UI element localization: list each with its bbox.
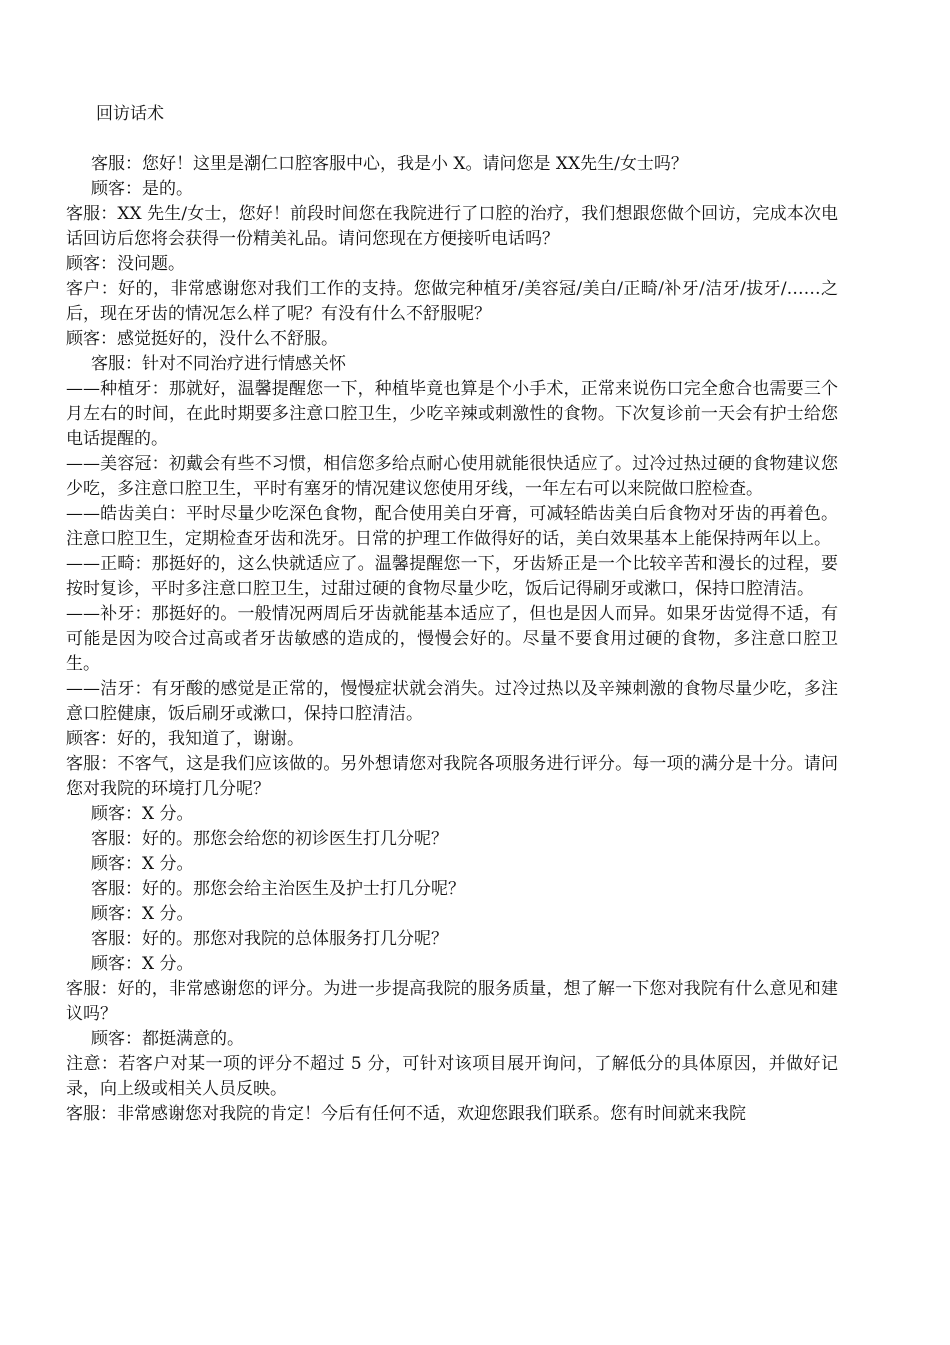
document-title: 回访话术 — [96, 104, 164, 124]
dialogue-paragraph: ——种植牙：那就好，温馨提醒您一下，种植毕竟也算是个小手术，正常来说伤口完全愈合也需要三个月左右的时间，在此时期要多注意口腔卫生，少吃辛辣或刺激性的食物。下次复诊前一天会有护士给您电话提醒的。 — [66, 379, 838, 449]
dialogue-paragraph: 客服：好的。那您会给主治医生及护士打几分呢？ — [91, 879, 465, 899]
document-body — [66, 152, 838, 1127]
dialogue-paragraph: ——补牙：那挺好的。一般情况两周后牙齿就能基本适应了，但也是因人而异。如果牙齿觉得不适，有可能是因为咬合过高或者牙齿敏感的造成的，慢慢会好的。尽量不要食用过硬的食物，多注意口腔卫生。 — [66, 604, 838, 674]
dialogue-paragraph: 客服：针对不同治疗进行情感关怀 — [91, 354, 346, 374]
dialogue-paragraph: 客服：非常感谢您对我院的肯定！今后有任何不适，欢迎您跟我们联系。您有时间就来我院 — [66, 1104, 746, 1124]
dialogue-paragraph: ——洁牙：有牙酸的感觉是正常的，慢慢症状就会消失。过冷过热以及辛辣刺激的食物尽量少吃，多注意口腔健康，饭后刷牙或漱口，保持口腔清洁。 — [66, 679, 838, 724]
document-page — [66, 102, 838, 1127]
dialogue-paragraph: 客服：好的。那您对我院的总体服务打几分呢？ — [91, 929, 448, 949]
dialogue-paragraph: 客服：XX 先生/女士，您好！前段时间您在我院进行了口腔的治疗，我们想跟您做个回访，完成本次电话回访后您将会获得一份精美礼品。请问您现在方便接听电话吗？ — [66, 204, 838, 249]
dialogue-paragraph: 客服：好的。那您会给您的初诊医生打几分呢？ — [91, 829, 448, 849]
dialogue-paragraph: 顾客：X 分。 — [91, 904, 194, 924]
dialogue-paragraph: 顾客：X 分。 — [91, 804, 194, 824]
dialogue-paragraph: 客户：好的，非常感谢您对我们工作的支持。您做完种植牙/美容冠/美白/正畸/补牙/洁牙/拔牙/……之后，现在牙齿的情况怎么样了呢？有没有什么不舒服呢？ — [66, 279, 838, 324]
dialogue-paragraph: 注意：若客户对某一项的评分不超过 5 分，可针对该项目展开询问，了解低分的具体原因，并做好记录，向上级或相关人员反映。 — [66, 1054, 838, 1099]
dialogue-paragraph: 顾客：是的。 — [91, 179, 193, 199]
dialogue-paragraph: ——皓齿美白：平时尽量少吃深色食物，配合使用美白牙膏，可减轻皓齿美白后食物对牙齿的再着色。注意口腔卫生，定期检查牙齿和洗牙。日常的护理工作做得好的话，美白效果基本上能保持两年以上。 — [66, 504, 838, 549]
dialogue-paragraph: ——美容冠：初戴会有些不习惯，相信您多给点耐心使用就能很快适应了。过冷过热过硬的食物建议您少吃，多注意口腔卫生，平时有塞牙的情况建议您使用牙线，一年左右可以来院做口腔检查。 — [66, 454, 838, 499]
dialogue-paragraph: ——正畸：那挺好的，这么快就适应了。温馨提醒您一下，牙齿矫正是一个比较辛苦和漫长的过程，要按时复诊，平时多注意口腔卫生，过甜过硬的食物尽量少吃，饭后记得刷牙或漱口，保持口腔清洁。 — [66, 554, 838, 599]
dialogue-paragraph: 顾客：X 分。 — [91, 954, 194, 974]
dialogue-paragraph: 顾客：都挺满意的。 — [91, 1029, 244, 1049]
dialogue-paragraph: 顾客：感觉挺好的，没什么不舒服。 — [66, 329, 338, 349]
dialogue-paragraph: 客服：好的，非常感谢您的评分。为进一步提高我院的服务质量，想了解一下您对我院有什么意见和建议吗？ — [66, 979, 838, 1024]
dialogue-paragraph: 顾客：好的，我知道了，谢谢。 — [66, 729, 304, 749]
dialogue-paragraph: 客服：不客气，这是我们应该做的。另外想请您对我院各项服务进行评分。每一项的满分是十分。请问您对我院的环境打几分呢？ — [66, 754, 838, 799]
dialogue-paragraph: 顾客：X 分。 — [91, 854, 194, 874]
dialogue-paragraph: 顾客：没问题。 — [66, 254, 185, 274]
dialogue-paragraph: 客服：您好！这里是潮仁口腔客服中心，我是小 X。请问您是 XX先生/女士吗？ — [91, 154, 688, 174]
